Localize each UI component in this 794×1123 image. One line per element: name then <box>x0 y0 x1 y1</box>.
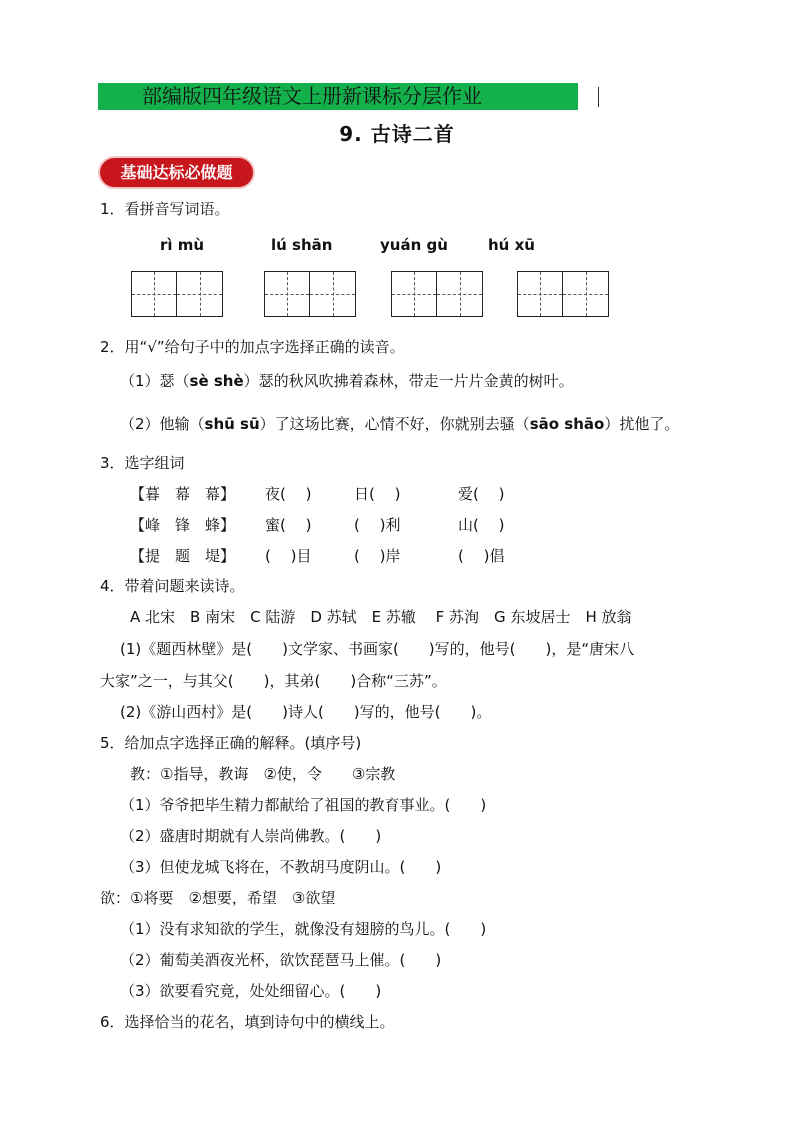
q2-s2-options-2[interactable]: sāo shāo <box>529 415 605 433</box>
q3-blank-c[interactable]: ( )倡 <box>458 547 505 565</box>
q1-pinyin-1: rì mù <box>160 236 205 254</box>
q2-s1-options[interactable]: sè shè <box>189 372 244 390</box>
grid-cell[interactable] <box>437 272 482 316</box>
q3-blank-c[interactable]: 爱( ) <box>458 485 505 503</box>
q3-blank-c[interactable]: 山( ) <box>458 516 505 534</box>
q3-blank-a[interactable]: ( )目 <box>265 547 312 565</box>
q3-blank-b[interactable]: 日( ) <box>354 485 401 503</box>
q1-pinyin-2: lú shān <box>271 236 333 254</box>
q2-s1-post: ）瑟的秋风吹拂着森林，带走一片片金黄的树叶。 <box>243 372 574 390</box>
grid-cell[interactable] <box>310 272 355 316</box>
grid-cell[interactable] <box>177 272 222 316</box>
q4-sentence-1b[interactable]: 大家”之一，与其父( )，其弟( )合称“三苏”。 <box>100 672 447 690</box>
banner-text: 部编版四年级语文上册新课标分层作业 <box>142 84 482 108</box>
page-title: 9. 古诗二首 <box>339 122 455 146</box>
banner-divider <box>598 87 599 107</box>
q5-yu-item-1[interactable]: （1）没有求知欲的学生，就像没有翅膀的鸟儿。( ) <box>120 920 487 938</box>
writing-grid-4[interactable] <box>517 271 609 317</box>
q5-jiao-item-3[interactable]: （3）但使龙城飞将在，不教胡马度阴山。( ) <box>120 858 442 876</box>
q3-row-2 <box>130 515 505 535</box>
q4-sentence-1a[interactable]: (1)《题西林壁》是( )文学家、书画家( )写的，他号( )，是“唐宋八 <box>120 640 635 658</box>
grid-cell[interactable] <box>392 272 437 316</box>
grid-cell[interactable] <box>518 272 563 316</box>
q3-blank-a[interactable]: 蜜( ) <box>265 516 312 534</box>
grid-cell[interactable] <box>132 272 177 316</box>
grid-cell[interactable] <box>563 272 608 316</box>
section-badge: 基础达标必做题 <box>100 158 253 187</box>
q2-s2-pre: （2）他输（ <box>120 415 205 433</box>
q3-blank-a[interactable]: 夜( ) <box>265 485 312 503</box>
q5-yu-item-3[interactable]: （3）欲要看究竟，处处细留心。( ) <box>120 982 382 1000</box>
q6-prompt: 6．选择恰当的花名，填到诗句中的横线上。 <box>100 1013 395 1031</box>
q2-sentence-1 <box>120 371 574 391</box>
grid-cell[interactable] <box>265 272 310 316</box>
q2-s2-post: ）扰他了。 <box>604 415 680 433</box>
writing-grid-2[interactable] <box>264 271 356 317</box>
q3-row-3 <box>130 546 505 566</box>
writing-grid-3[interactable] <box>391 271 483 317</box>
q3-chars: 【暮 幕 幕】 <box>130 485 236 503</box>
q5-yu-item-2[interactable]: （2）葡萄美酒夜光杯，欲饮琵琶马上催。( ) <box>120 951 442 969</box>
q3-blank-b[interactable]: ( )利 <box>354 516 401 534</box>
q3-chars: 【峰 锋 蜂】 <box>130 516 236 534</box>
series-banner <box>98 83 578 110</box>
q1-pinyin-4: hú xū <box>488 236 535 254</box>
q2-s2-options[interactable]: shū sū <box>204 415 260 433</box>
q2-s1-pre: （1）瑟（ <box>120 372 190 390</box>
q4-prompt: 4．带着问题来读诗。 <box>100 577 245 595</box>
q5-jiao-item-2[interactable]: （2）盛唐时期就有人崇尚佛教。( ) <box>120 827 382 845</box>
q5-jiao-item-1[interactable]: （1）爷爷把毕生精力都献给了祖国的教育事业。( ) <box>120 796 487 814</box>
q3-row-1 <box>130 484 505 504</box>
q4-options: A 北宋 B 南宋 C 陆游 D 苏轼 E 苏辙 F 苏洵 G 东坡居士 H 放翁 <box>130 608 632 626</box>
q2-sentence-2 <box>120 414 679 434</box>
q3-prompt: 3．选字组词 <box>100 454 185 472</box>
q3-blank-b[interactable]: ( )岸 <box>354 547 401 565</box>
q2-s2-mid: ）了这场比赛，心情不好，你就别去骚（ <box>259 415 530 433</box>
q1-pinyin-3: yuán gù <box>380 236 448 254</box>
q3-chars: 【提 题 堤】 <box>130 547 236 565</box>
q5-yu-definitions: 欲：①将要 ②想要，希望 ③欲望 <box>100 889 336 907</box>
q5-jiao-definitions: 教：①指导，教诲 ②使，令 ③宗教 <box>130 765 396 783</box>
writing-grid-1[interactable] <box>131 271 223 317</box>
q2-prompt: 2．用“√”给句子中的加点字选择正确的读音。 <box>100 338 405 356</box>
q4-sentence-2[interactable]: (2)《游山西村》是( )诗人( )写的，他号( )。 <box>120 703 492 721</box>
q5-prompt: 5．给加点字选择正确的解释。(填序号) <box>100 734 362 752</box>
q1-prompt: 1．看拼音写词语。 <box>100 200 230 218</box>
